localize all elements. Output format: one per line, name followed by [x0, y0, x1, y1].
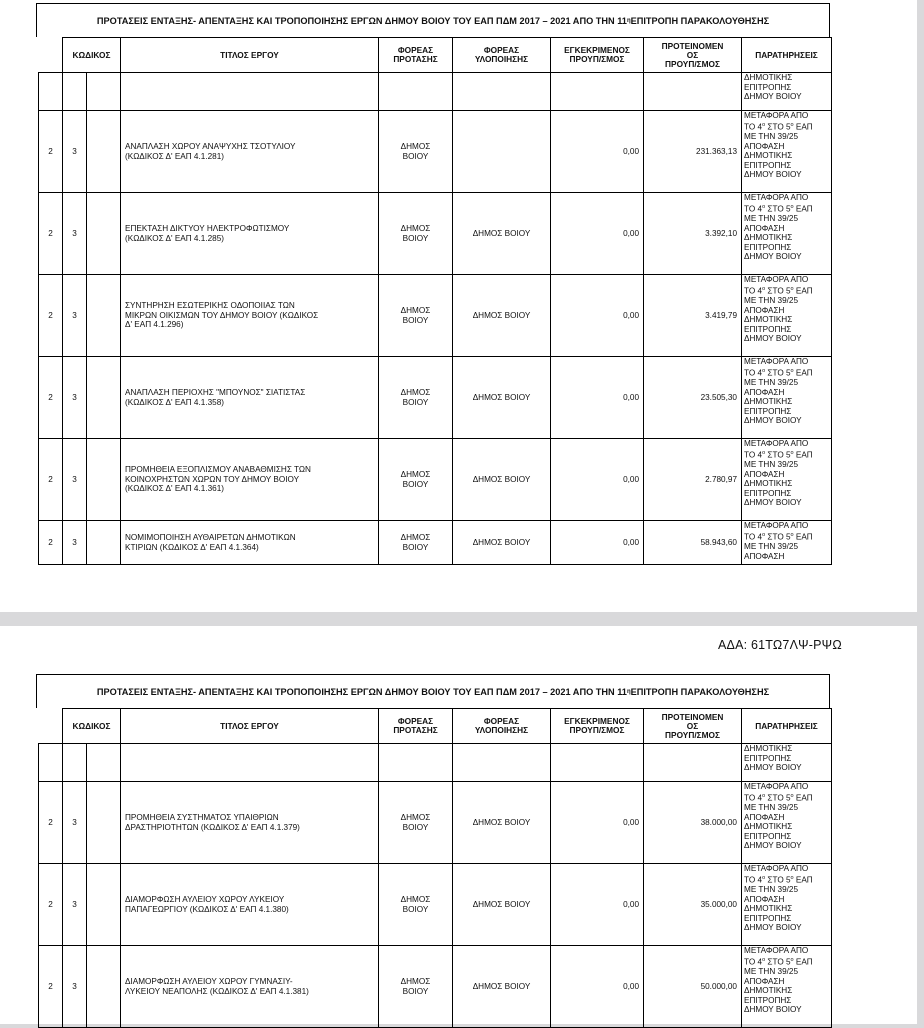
- empty-cell: [453, 744, 551, 782]
- note-line: ΕΠΙΤΡΟΠΗΣ: [744, 995, 792, 1005]
- implementer-cell: ΔΗΜΟΣ ΒΟΙΟΥ: [453, 864, 551, 946]
- continuation-row: [39, 744, 832, 782]
- code-b-cell: 3: [63, 782, 87, 864]
- project-title-line: ΣΥΝΤΗΡΗΣΗ ΕΣΩΤΕΡΙΚΗΣ ΟΔΟΠΟΙΙΑΣ ΤΩΝ: [125, 301, 295, 311]
- code-b-cell: 3: [63, 193, 87, 275]
- note-line: ΑΠΟΦΑΣΗ: [744, 551, 785, 561]
- project-title-cell: [121, 439, 379, 521]
- empty-cell: [63, 73, 87, 111]
- note-line: ΑΠΟΦΑΣΗ: [744, 976, 785, 986]
- implementer-cell: ΔΗΜΟΣ ΒΟΙΟΥ: [453, 946, 551, 1028]
- proposer-line: ΔΗΜΟΣ: [400, 387, 431, 397]
- note-line: ΜΕ ΤΗΝ 39/25: [744, 884, 798, 894]
- note-line: ΔΗΜΟΥ ΒΟΙΟΥ: [744, 252, 802, 262]
- empty-cell: [121, 744, 379, 782]
- notes-cell: [742, 111, 832, 193]
- code-c-cell: [87, 275, 121, 357]
- project-title-cell: [121, 521, 379, 565]
- code-c-cell: [87, 864, 121, 946]
- note-line: ΤΟ $4^o$ ΣΤΟ $5^o$ ΕΑΠ: [744, 121, 813, 132]
- implementer-cell: ΔΗΜΟΣ ΒΟΙΟΥ: [453, 193, 551, 275]
- proposer-line: ΔΗΜΟΣ: [400, 469, 431, 479]
- note-line: ΔΗΜΟΤΙΚΗΣ: [744, 397, 793, 407]
- proposer-line: ΔΗΜΟΣ: [400, 532, 431, 542]
- note-line: ΜΕΤΑΦΟΡΑ ΑΠΟ: [744, 521, 809, 530]
- col-header-approved-line: ΠΡΟΥΠ/ΣΜΟΣ: [569, 54, 625, 64]
- proposer-line: ΒΟΙΟΥ: [402, 822, 429, 832]
- empty-cell: [453, 73, 551, 111]
- note-line: ΤΟ $4^o$ ΣΤΟ $5^o$ ΕΑΠ: [744, 285, 813, 296]
- proposed-budget-cell: 3.419,79: [644, 275, 742, 357]
- implementer-cell: [453, 111, 551, 193]
- project-title-line: ΛΥΚΕΙΟΥ ΝΕΑΠΟΛΗΣ (ΚΩΔΙΚΟΣ Δ' ΕΑΠ 4.1.381): [125, 986, 309, 996]
- note-line: ΤΟ $4^o$ ΣΤΟ $5^o$ ΕΑΠ: [744, 449, 813, 460]
- proposed-budget-cell: 58.943,60: [644, 521, 742, 565]
- project-title-line: ΠΑΠΑΓΕΩΡΓΙΟΥ (ΚΩΔΙΚΟΣ Δ' ΕΑΠ 4.1.380): [125, 904, 289, 914]
- note-line: ΔΗΜΟΤΙΚΗΣ: [744, 744, 793, 753]
- note-line: ΔΗΜΟΤΙΚΗΣ: [744, 315, 793, 325]
- note-line: ΔΗΜΟΥ ΒΟΙΟΥ: [744, 334, 802, 344]
- header-blank-cell: [39, 38, 63, 73]
- project-title-line: (ΚΩΔΙΚΟΣ Δ' ΕΑΠ 4.1.285): [125, 233, 224, 243]
- empty-cell: [87, 73, 121, 111]
- project-title-cell: [121, 946, 379, 1028]
- col-header-implementer-line: ΥΛΟΠΟΙΗΣΗΣ: [474, 725, 529, 735]
- header-blank-cell: [39, 709, 63, 744]
- note-line: ΔΗΜΟΥ ΒΟΙΟΥ: [744, 1005, 802, 1015]
- notes-cell: [742, 521, 832, 565]
- project-title-line: ΕΠΕΚΤΑΣΗ ΔΙΚΤΥΟΥ ΗΛΕΚΤΡΟΦΩΤΙΣΜΟΥ: [125, 223, 290, 233]
- notes-cell: [742, 439, 832, 521]
- col-header-implementer: [453, 709, 551, 744]
- approved-budget-cell: 0,00: [551, 111, 644, 193]
- table-title: ΠΡΟΤΑΣΕΙΣ ΕΝΤΑΞΗΣ- ΑΠΕΝΤΑΞΗΣ ΚΑΙ ΤΡΟΠΟΠΟΙΗΣΗΣ ΕΡΓΩΝ ΔΗΜΟΥ ΒΟΙΟΥ ΤΟΥ ΕΑΠ ΠΔΜ 2017 – 2021 ΑΠΟ ΤΗΝ 11 η ΕΠΙΤΡΟΠΗ ΠΑΡΑΚΟΛΟΥΘΗΣΗΣ: [36, 3, 830, 37]
- note-line: ΕΠΙΤΡΟΠΗΣ: [744, 82, 792, 92]
- empty-cell: [644, 744, 742, 782]
- note-line: ΜΕΤΑΦΟΡΑ ΑΠΟ: [744, 111, 809, 120]
- note-line: ΔΗΜΟΥ ΒΟΙΟΥ: [744, 92, 802, 102]
- note-line: ΔΗΜΟΤΙΚΗΣ: [744, 233, 793, 243]
- project-title-cell: [121, 193, 379, 275]
- implementer-cell: ΔΗΜΟΣ ΒΟΙΟΥ: [453, 782, 551, 864]
- note-line: ΕΠΙΤΡΟΠΗΣ: [744, 913, 792, 923]
- empty-cell: [379, 73, 453, 111]
- col-header-approved-line: ΠΡΟΥΠ/ΣΜΟΣ: [569, 725, 625, 735]
- project-title-line: (ΚΩΔΙΚΟΣ Δ' ΕΑΠ 4.1.361): [125, 484, 224, 494]
- col-header-approved-line: ΕΓΚΕΚΡΙΜΕΝΟΣ: [564, 45, 630, 55]
- proposer-line: ΒΟΙΟΥ: [402, 397, 429, 407]
- col-header-proposed-line: ΟΣ: [686, 720, 699, 731]
- project-title-line: (ΚΩΔΙΚΟΣ Δ' ΕΑΠ 4.1.281): [125, 151, 224, 161]
- project-title-line: ΔΙΑΜΟΡΦΩΣΗ ΑΥΛΕΙΟΥ ΧΩΡΟΥ ΓΥΜΝΑΣΙΥ-: [125, 976, 293, 986]
- note-line: ΑΠΟΦΑΣΗ: [744, 469, 785, 479]
- proposer-line: ΒΟΙΟΥ: [402, 233, 429, 243]
- empty-cell: [644, 73, 742, 111]
- ada-code: ΑΔΑ: 61ΤΩ7ΛΨ-ΡΨΩ: [718, 638, 842, 652]
- note-line: ΔΗΜΟΥ ΒΟΙΟΥ: [744, 416, 802, 426]
- code-b-cell: 3: [63, 111, 87, 193]
- note-line: ΜΕ ΤΗΝ 39/25: [744, 295, 798, 305]
- empty-cell: [87, 744, 121, 782]
- empty-cell: [121, 73, 379, 111]
- code-c-cell: [87, 782, 121, 864]
- code-c-cell: [87, 521, 121, 565]
- col-header-implementer-line: ΦΟΡΕΑΣ: [483, 716, 520, 726]
- note-line: ΤΟ $4^o$ ΣΤΟ $5^o$ ΕΑΠ: [744, 367, 813, 378]
- note-line: ΔΗΜΟΤΙΚΗΣ: [744, 151, 793, 161]
- code-c-cell: [87, 193, 121, 275]
- code-a-cell: 2: [39, 864, 63, 946]
- code-a-cell: 2: [39, 275, 63, 357]
- table-row: [39, 864, 832, 946]
- col-header-proposer-line: ΦΟΡΕΑΣ: [397, 45, 434, 55]
- proposer-cell: [379, 357, 453, 439]
- project-title-cell: [121, 111, 379, 193]
- col-header-implementer-line: ΥΛΟΠΟΙΗΣΗΣ: [474, 54, 529, 64]
- note-line: ΕΠΙΤΡΟΠΗΣ: [744, 406, 792, 416]
- note-line: ΑΠΟΦΑΣΗ: [744, 812, 785, 822]
- proposed-budget-cell: 38.000,00: [644, 782, 742, 864]
- approved-budget-cell: 0,00: [551, 193, 644, 275]
- col-header-approved: [551, 709, 644, 744]
- table-row: [39, 111, 832, 193]
- notes-cell: [742, 275, 832, 357]
- approved-budget-cell: 0,00: [551, 439, 644, 521]
- proposer-cell: [379, 521, 453, 565]
- project-title-cell: [121, 357, 379, 439]
- col-header-notes: ΠΑΡΑΤΗΡΗΣΕΙΣ: [742, 38, 832, 73]
- proposer-cell: [379, 193, 453, 275]
- table-row: [39, 439, 832, 521]
- note-line: ΤΟ $4^o$ ΣΤΟ $5^o$ ΕΑΠ: [744, 956, 813, 967]
- table-title: ΠΡΟΤΑΣΕΙΣ ΕΝΤΑΞΗΣ- ΑΠΕΝΤΑΞΗΣ ΚΑΙ ΤΡΟΠΟΠΟΙΗΣΗΣ ΕΡΓΩΝ ΔΗΜΟΥ ΒΟΙΟΥ ΤΟΥ ΕΑΠ ΠΔΜ 2017 – 2021 ΑΠΟ ΤΗΝ 11 η ΕΠΙΤΡΟΠΗ ΠΑΡΑΚΟΛΟΥΘΗΣΗΣ: [36, 674, 830, 708]
- note-line: ΔΗΜΟΤΙΚΗΣ: [744, 822, 793, 832]
- project-title-line: ΚΟΙΝΟΧΡΗΣΤΩΝ ΧΩΡΩΝ ΤΟΥ ΔΗΜΟΥ ΒΟΙΟΥ: [125, 474, 300, 484]
- project-title-line: ΠΡΟΜΗΘΕΙΑ ΣΥΣΤΗΜΑΤΟΣ ΥΠΑΙΘΡΙΩΝ: [125, 812, 279, 822]
- col-header-code: ΚΩΔΙΚΟΣ: [63, 709, 121, 744]
- code-a-cell: 2: [39, 521, 63, 565]
- code-b-cell: 3: [63, 946, 87, 1028]
- empty-cell: [63, 744, 87, 782]
- notes-cell: [742, 744, 832, 782]
- proposer-line: ΔΗΜΟΣ: [400, 976, 431, 986]
- note-line: ΕΠΙΤΡΟΠΗΣ: [744, 324, 792, 334]
- code-b-cell: 3: [63, 521, 87, 565]
- table-row: [39, 193, 832, 275]
- empty-cell: [551, 73, 644, 111]
- proposed-budget-cell: 23.505,30: [644, 357, 742, 439]
- proposed-budget-cell: 50.000,00: [644, 946, 742, 1028]
- proposer-cell: [379, 782, 453, 864]
- proposer-line: ΒΟΙΟΥ: [402, 904, 429, 914]
- note-line: ΜΕΤΑΦΟΡΑ ΑΠΟ: [744, 193, 809, 202]
- note-line: ΜΕ ΤΗΝ 39/25: [744, 213, 798, 223]
- projects-table: [38, 37, 832, 565]
- code-a-cell: 2: [39, 193, 63, 275]
- col-header-proposer-line: ΠΡΟΤΑΣΗΣ: [393, 725, 438, 735]
- project-title-cell: [121, 864, 379, 946]
- table-header-row: [39, 38, 832, 73]
- col-header-proposed: [644, 709, 742, 744]
- note-line: ΑΠΟΦΑΣΗ: [744, 894, 785, 904]
- approved-budget-cell: 0,00: [551, 275, 644, 357]
- note-line: ΜΕΤΑΦΟΡΑ ΑΠΟ: [744, 275, 809, 284]
- approved-budget-cell: 0,00: [551, 864, 644, 946]
- code-a-cell: 2: [39, 782, 63, 864]
- code-b-cell: 3: [63, 357, 87, 439]
- code-b-cell: 3: [63, 439, 87, 521]
- project-title-line: ΠΡΟΜΗΘΕΙΑ ΕΞΟΠΛΙΣΜΟΥ ΑΝΑΒΑΘΜΙΣΗΣ ΤΩΝ: [125, 465, 311, 475]
- note-line: ΔΗΜΟΤΙΚΗΣ: [744, 904, 793, 914]
- proposer-line: ΔΗΜΟΣ: [400, 223, 431, 233]
- col-header-proposer-line: ΦΟΡΕΑΣ: [397, 716, 434, 726]
- col-header-proposed-line: ΠΡΟΤΕΙΝΟΜΕΝ: [661, 711, 724, 722]
- col-header-proposer: [379, 38, 453, 73]
- note-line: ΜΕΤΑΦΟΡΑ ΑΠΟ: [744, 946, 809, 955]
- note-line: ΑΠΟΦΑΣΗ: [744, 141, 785, 151]
- empty-cell: [379, 744, 453, 782]
- col-header-proposed: [644, 38, 742, 73]
- empty-cell: [39, 744, 63, 782]
- note-line: ΜΕ ΤΗΝ 39/25: [744, 802, 798, 812]
- notes-cell: [742, 864, 832, 946]
- implementer-cell: ΔΗΜΟΣ ΒΟΙΟΥ: [453, 357, 551, 439]
- note-line: ΑΠΟΦΑΣΗ: [744, 223, 785, 233]
- note-line: ΔΗΜΟΥ ΒΟΙΟΥ: [744, 498, 802, 508]
- col-header-proposed-line: ΟΣ: [686, 49, 699, 60]
- code-b-cell: 3: [63, 275, 87, 357]
- empty-cell: [551, 744, 644, 782]
- proposer-line: ΒΟΙΟΥ: [402, 542, 429, 552]
- col-header-implementer-line: ΦΟΡΕΑΣ: [483, 45, 520, 55]
- proposer-cell: [379, 864, 453, 946]
- notes-cell: [742, 782, 832, 864]
- proposer-line: ΔΗΜΟΣ: [400, 141, 431, 151]
- note-line: ΕΠΙΤΡΟΠΗΣ: [744, 753, 792, 763]
- note-line: ΔΗΜΟΥ ΒΟΙΟΥ: [744, 763, 802, 773]
- col-header-notes: ΠΑΡΑΤΗΡΗΣΕΙΣ: [742, 709, 832, 744]
- table-row: [39, 357, 832, 439]
- note-line: ΜΕ ΤΗΝ 39/25: [744, 131, 798, 141]
- note-line: ΔΗΜΟΥ ΒΟΙΟΥ: [744, 923, 802, 933]
- col-header-code: ΚΩΔΙΚΟΣ: [63, 38, 121, 73]
- note-line: ΜΕ ΤΗΝ 39/25: [744, 541, 798, 551]
- notes-cell: [742, 193, 832, 275]
- note-line: ΜΕΤΑΦΟΡΑ ΑΠΟ: [744, 864, 809, 873]
- project-title-line: (ΚΩΔΙΚΟΣ Δ' ΕΑΠ 4.1.358): [125, 397, 224, 407]
- proposed-budget-cell: 3.392,10: [644, 193, 742, 275]
- note-line: ΤΟ $4^o$ ΣΤΟ $5^o$ ΕΑΠ: [744, 874, 813, 885]
- col-header-proposed-line: ΠΡΟΥΠ/ΣΜΟΣ: [665, 58, 720, 69]
- notes-cell: [742, 73, 832, 111]
- code-a-cell: 2: [39, 357, 63, 439]
- code-a-cell: 2: [39, 111, 63, 193]
- approved-budget-cell: 0,00: [551, 357, 644, 439]
- code-c-cell: [87, 946, 121, 1028]
- project-title-line: ΔΡΑΣΤΗΡΙΟΤΗΤΩΝ (ΚΩΔΙΚΟΣ Δ' ΕΑΠ 4.1.379): [125, 822, 300, 832]
- col-header-approved: [551, 38, 644, 73]
- note-line: ΜΕ ΤΗΝ 39/25: [744, 459, 798, 469]
- table-row: [39, 521, 832, 565]
- proposed-budget-cell: 35.000,00: [644, 864, 742, 946]
- proposer-line: ΔΗΜΟΣ: [400, 894, 431, 904]
- col-header-implementer: [453, 38, 551, 73]
- col-header-title: ΤΙΤΛΟΣ ΕΡΓΟΥ: [121, 38, 379, 73]
- note-line: ΜΕ ΤΗΝ 39/25: [744, 966, 798, 976]
- proposer-line: ΔΗΜΟΣ: [400, 812, 431, 822]
- projects-table: [38, 708, 832, 1028]
- code-c-cell: [87, 357, 121, 439]
- table-row: [39, 946, 832, 1028]
- approved-budget-cell: 0,00: [551, 521, 644, 565]
- project-title-line: ΑΝΑΠΛΑΣΗ ΧΩΡΟΥ ΑΝΑΨΥΧΗΣ ΤΣΟΤΥΛΙΟΥ: [125, 141, 296, 151]
- proposer-line: ΒΟΙΟΥ: [402, 986, 429, 996]
- col-header-approved-line: ΕΓΚΕΚΡΙΜΕΝΟΣ: [564, 716, 630, 726]
- note-line: ΜΕ ΤΗΝ 39/25: [744, 377, 798, 387]
- document-page-2: [0, 626, 917, 1024]
- note-line: ΤΟ $4^o$ ΣΤΟ $5^o$ ΕΑΠ: [744, 531, 813, 542]
- project-title-line: ΑΝΑΠΛΑΣΗ ΠΕΡΙΟΧΗΣ "ΜΠΟΥΝΟΣ" ΣΙΑΤΙΣΤΑΣ: [125, 387, 306, 397]
- notes-cell: [742, 357, 832, 439]
- note-line: ΔΗΜΟΤΙΚΗΣ: [744, 986, 793, 996]
- project-title-cell: [121, 275, 379, 357]
- project-title-line: ΜΙΚΡΩΝ ΟΙΚΙΣΜΩΝ ΤΟΥ ΔΗΜΟΥ ΒΟΙΟΥ (ΚΩΔΙΚΟΣ: [125, 310, 319, 320]
- note-line: ΕΠΙΤΡΟΠΗΣ: [744, 242, 792, 252]
- note-line: ΤΟ $4^o$ ΣΤΟ $5^o$ ΕΑΠ: [744, 203, 813, 214]
- code-a-cell: 2: [39, 439, 63, 521]
- note-line: ΔΗΜΟΥ ΒΟΙΟΥ: [744, 170, 802, 180]
- proposer-line: ΒΟΙΟΥ: [402, 151, 429, 161]
- approved-budget-cell: 0,00: [551, 782, 644, 864]
- col-header-proposed-line: ΠΡΟΥΠ/ΣΜΟΣ: [665, 729, 720, 740]
- project-title-line: ΚΤΙΡΙΩΝ (ΚΩΔΙΚΟΣ Δ' ΕΑΠ 4.1.364): [125, 542, 259, 552]
- code-b-cell: 3: [63, 864, 87, 946]
- proposer-cell: [379, 946, 453, 1028]
- proposer-cell: [379, 111, 453, 193]
- project-title-line: ΝΟΜΙΜΟΠΟΙΗΣΗ ΑΥΘΑΙΡΕΤΩΝ ΔΗΜΟΤΙΚΩΝ: [125, 532, 296, 542]
- note-line: ΔΗΜΟΥ ΒΟΙΟΥ: [744, 841, 802, 851]
- implementer-cell: ΔΗΜΟΣ ΒΟΙΟΥ: [453, 521, 551, 565]
- table-header-row: [39, 709, 832, 744]
- col-header-proposed-line: ΠΡΟΤΕΙΝΟΜΕΝ: [661, 40, 724, 51]
- approved-budget-cell: 0,00: [551, 946, 644, 1028]
- col-header-title: ΤΙΤΛΟΣ ΕΡΓΟΥ: [121, 709, 379, 744]
- implementer-cell: ΔΗΜΟΣ ΒΟΙΟΥ: [453, 439, 551, 521]
- continuation-row: [39, 73, 832, 111]
- note-line: ΜΕΤΑΦΟΡΑ ΑΠΟ: [744, 439, 809, 448]
- project-title-line: ΔΙΑΜΟΡΦΩΣΗ ΑΥΛΕΙΟΥ ΧΩΡΟΥ ΛΥΚΕΙΟΥ: [125, 894, 285, 904]
- proposer-cell: [379, 275, 453, 357]
- code-a-cell: 2: [39, 946, 63, 1028]
- notes-cell: [742, 946, 832, 1028]
- proposed-budget-cell: 2.780,97: [644, 439, 742, 521]
- proposed-budget-cell: 231.363,13: [644, 111, 742, 193]
- code-c-cell: [87, 439, 121, 521]
- note-line: ΔΗΜΟΤΙΚΗΣ: [744, 73, 793, 82]
- proposer-line: ΒΟΙΟΥ: [402, 479, 429, 489]
- project-title-cell: [121, 782, 379, 864]
- code-c-cell: [87, 111, 121, 193]
- note-line: ΑΠΟΦΑΣΗ: [744, 387, 785, 397]
- note-line: ΔΗΜΟΤΙΚΗΣ: [744, 479, 793, 489]
- table-row: [39, 275, 832, 357]
- implementer-cell: ΔΗΜΟΣ ΒΟΙΟΥ: [453, 275, 551, 357]
- proposer-cell: [379, 439, 453, 521]
- table-row: [39, 782, 832, 864]
- col-header-proposer: [379, 709, 453, 744]
- note-line: ΕΠΙΤΡΟΠΗΣ: [744, 831, 792, 841]
- project-title-line: Δ' ΕΑΠ 4.1.296): [125, 320, 184, 330]
- note-line: ΤΟ $4^o$ ΣΤΟ $5^o$ ΕΑΠ: [744, 792, 813, 803]
- proposer-line: ΔΗΜΟΣ: [400, 305, 431, 315]
- col-header-proposer-line: ΠΡΟΤΑΣΗΣ: [393, 54, 438, 64]
- proposer-line: ΒΟΙΟΥ: [402, 315, 429, 325]
- note-line: ΑΠΟΦΑΣΗ: [744, 305, 785, 315]
- note-line: ΜΕΤΑΦΟΡΑ ΑΠΟ: [744, 357, 809, 366]
- note-line: ΕΠΙΤΡΟΠΗΣ: [744, 488, 792, 498]
- note-line: ΜΕΤΑΦΟΡΑ ΑΠΟ: [744, 782, 809, 791]
- empty-cell: [39, 73, 63, 111]
- note-line: ΕΠΙΤΡΟΠΗΣ: [744, 160, 792, 170]
